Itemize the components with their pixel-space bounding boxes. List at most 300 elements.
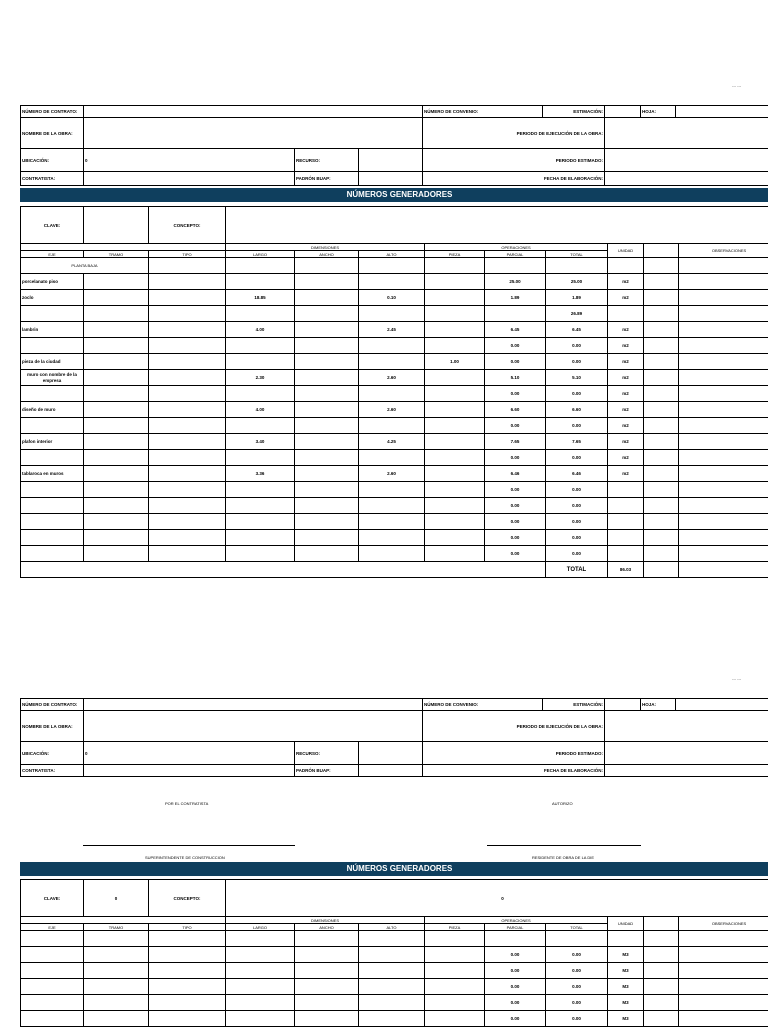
parcial-cell[interactable]: 0.00: [485, 530, 546, 546]
periodo-ejecucion-value[interactable]: [605, 118, 768, 149]
largo-cell[interactable]: 18.85: [226, 290, 295, 306]
total-cell[interactable]: 0.00: [546, 498, 608, 514]
eje-cell[interactable]: [21, 530, 84, 546]
eje-cell[interactable]: pieza de la ciudad: [21, 354, 84, 370]
cell[interactable]: [21, 1011, 84, 1027]
parcial-cell[interactable]: 0.00: [485, 418, 546, 434]
cell[interactable]: [425, 979, 485, 995]
periodo-estimado-value[interactable]: [605, 742, 768, 765]
alto-cell[interactable]: [359, 418, 425, 434]
total-cell[interactable]: 0.00: [546, 482, 608, 498]
extra-cell[interactable]: [644, 450, 679, 466]
cell[interactable]: [21, 947, 84, 963]
total-cell[interactable]: 5.10: [546, 370, 608, 386]
observaciones-cell[interactable]: [679, 466, 768, 482]
parcial-cell[interactable]: 0.00: [485, 979, 546, 995]
tipo-cell[interactable]: [149, 322, 226, 338]
unidad-cell[interactable]: [608, 498, 644, 514]
eje-cell[interactable]: diseño de muro: [21, 402, 84, 418]
total-cell[interactable]: 0.00: [546, 947, 608, 963]
ancho-cell[interactable]: [295, 514, 359, 530]
tramo-cell[interactable]: [84, 514, 149, 530]
ancho-cell[interactable]: [295, 450, 359, 466]
largo-cell[interactable]: 2.30: [226, 370, 295, 386]
cell[interactable]: [644, 947, 679, 963]
cell[interactable]: [149, 963, 226, 979]
tramo-cell[interactable]: [84, 290, 149, 306]
observaciones-cell[interactable]: [679, 338, 768, 354]
padron-value[interactable]: [359, 172, 423, 186]
alto-cell[interactable]: 2.60: [359, 402, 425, 418]
eje-cell[interactable]: [21, 450, 84, 466]
ancho-cell[interactable]: [295, 370, 359, 386]
unidad-cell[interactable]: m2: [608, 274, 644, 290]
hoja-value[interactable]: [676, 106, 768, 118]
total-cell[interactable]: 6.60: [546, 402, 608, 418]
pieza-cell[interactable]: [425, 306, 485, 322]
ancho-cell[interactable]: [295, 386, 359, 402]
cell[interactable]: [359, 995, 425, 1011]
cell[interactable]: [679, 947, 768, 963]
ancho-cell[interactable]: [295, 498, 359, 514]
ancho-cell[interactable]: [295, 466, 359, 482]
observaciones-cell[interactable]: [679, 418, 768, 434]
cell[interactable]: [21, 963, 84, 979]
parcial-cell[interactable]: 5.10: [485, 370, 546, 386]
unidad-cell[interactable]: M3: [608, 963, 644, 979]
extra-cell[interactable]: [644, 306, 679, 322]
tramo-cell[interactable]: [84, 530, 149, 546]
pieza-cell[interactable]: [425, 418, 485, 434]
eje-cell[interactable]: [21, 514, 84, 530]
tramo-cell[interactable]: [84, 338, 149, 354]
cell[interactable]: [226, 947, 295, 963]
parcial-cell[interactable]: [485, 306, 546, 322]
alto-cell[interactable]: [359, 386, 425, 402]
extra-cell[interactable]: [644, 530, 679, 546]
unidad-cell[interactable]: M3: [608, 995, 644, 1011]
parcial-cell[interactable]: 0.00: [485, 546, 546, 562]
extra-cell[interactable]: [644, 386, 679, 402]
tramo-cell[interactable]: [84, 418, 149, 434]
eje-cell[interactable]: [21, 498, 84, 514]
unidad-cell[interactable]: m2: [608, 434, 644, 450]
total-cell[interactable]: 0.00: [546, 418, 608, 434]
pieza-cell[interactable]: [425, 450, 485, 466]
cell[interactable]: [359, 979, 425, 995]
extra-cell[interactable]: [644, 418, 679, 434]
fecha-value[interactable]: [605, 172, 768, 186]
extra-cell[interactable]: [644, 482, 679, 498]
parcial-cell[interactable]: 25.00: [485, 274, 546, 290]
clave-value[interactable]: 0: [84, 880, 149, 917]
largo-cell[interactable]: [226, 338, 295, 354]
unidad-cell[interactable]: m2: [608, 450, 644, 466]
parcial-cell[interactable]: 0.00: [485, 1011, 546, 1027]
pieza-cell[interactable]: [425, 322, 485, 338]
tramo-cell[interactable]: [84, 322, 149, 338]
recurso-value[interactable]: [359, 742, 423, 765]
tramo-cell[interactable]: [84, 466, 149, 482]
cell[interactable]: [644, 963, 679, 979]
alto-cell[interactable]: 2.45: [359, 322, 425, 338]
obra-value[interactable]: [84, 118, 423, 149]
extra-cell[interactable]: [644, 322, 679, 338]
tramo-cell[interactable]: [84, 450, 149, 466]
parcial-cell[interactable]: 0.00: [485, 995, 546, 1011]
total-cell[interactable]: 0.00: [546, 1011, 608, 1027]
cell[interactable]: [295, 947, 359, 963]
unidad-cell[interactable]: m2: [608, 418, 644, 434]
extra-cell[interactable]: [644, 546, 679, 562]
unidad-cell[interactable]: m2: [608, 338, 644, 354]
observaciones-cell[interactable]: [679, 530, 768, 546]
alto-cell[interactable]: [359, 498, 425, 514]
pieza-cell[interactable]: [425, 546, 485, 562]
largo-cell[interactable]: [226, 498, 295, 514]
parcial-cell[interactable]: 6.46: [485, 466, 546, 482]
cell[interactable]: [359, 947, 425, 963]
unidad-cell[interactable]: [608, 306, 644, 322]
alto-cell[interactable]: [359, 306, 425, 322]
pieza-cell[interactable]: [425, 386, 485, 402]
parcial-cell[interactable]: 1.89: [485, 290, 546, 306]
eje-cell[interactable]: [21, 418, 84, 434]
cell[interactable]: [84, 947, 149, 963]
observaciones-cell[interactable]: [679, 370, 768, 386]
eje-cell[interactable]: [21, 306, 84, 322]
eje-cell[interactable]: [21, 386, 84, 402]
cell[interactable]: [295, 995, 359, 1011]
total-cell[interactable]: 0.00: [546, 450, 608, 466]
cell[interactable]: [149, 1011, 226, 1027]
ancho-cell[interactable]: [295, 402, 359, 418]
parcial-cell[interactable]: 0.00: [485, 354, 546, 370]
cell[interactable]: [644, 995, 679, 1011]
extra-cell[interactable]: [644, 402, 679, 418]
extra-cell[interactable]: [644, 274, 679, 290]
total-cell[interactable]: 25.00: [546, 274, 608, 290]
observaciones-cell[interactable]: [679, 546, 768, 562]
total-cell[interactable]: 0.00: [546, 514, 608, 530]
tramo-cell[interactable]: [84, 306, 149, 322]
alto-cell[interactable]: [359, 450, 425, 466]
extra-cell[interactable]: [644, 514, 679, 530]
total-cell[interactable]: 0.00: [546, 354, 608, 370]
eje-cell[interactable]: [21, 482, 84, 498]
alto-cell[interactable]: [359, 354, 425, 370]
alto-cell[interactable]: [359, 546, 425, 562]
largo-cell[interactable]: 3.40: [226, 434, 295, 450]
total-cell[interactable]: 0.00: [546, 979, 608, 995]
tramo-cell[interactable]: [84, 354, 149, 370]
tipo-cell[interactable]: [149, 402, 226, 418]
total-cell[interactable]: 0.00: [546, 963, 608, 979]
eje-cell[interactable]: lambrin: [21, 322, 84, 338]
ancho-cell[interactable]: [295, 530, 359, 546]
cell[interactable]: [679, 963, 768, 979]
largo-cell[interactable]: [226, 354, 295, 370]
cell[interactable]: [226, 963, 295, 979]
extra-cell[interactable]: [644, 370, 679, 386]
largo-cell[interactable]: 4.00: [226, 322, 295, 338]
cell[interactable]: [226, 1011, 295, 1027]
unidad-cell[interactable]: M3: [608, 1011, 644, 1027]
alto-cell[interactable]: [359, 338, 425, 354]
tramo-cell[interactable]: [84, 546, 149, 562]
observaciones-cell[interactable]: [679, 498, 768, 514]
alto-cell[interactable]: 2.60: [359, 370, 425, 386]
eje-cell[interactable]: [21, 338, 84, 354]
cell[interactable]: [84, 1011, 149, 1027]
parcial-cell[interactable]: 7.65: [485, 434, 546, 450]
tipo-cell[interactable]: [149, 482, 226, 498]
cell[interactable]: [149, 995, 226, 1011]
observaciones-cell[interactable]: [679, 514, 768, 530]
parcial-cell[interactable]: 0.00: [485, 514, 546, 530]
pieza-cell[interactable]: 1.00: [425, 354, 485, 370]
cell[interactable]: [425, 995, 485, 1011]
tipo-cell[interactable]: [149, 466, 226, 482]
observaciones-cell[interactable]: [679, 274, 768, 290]
eje-cell[interactable]: tablaroca en muros: [21, 466, 84, 482]
tipo-cell[interactable]: [149, 418, 226, 434]
concepto-value[interactable]: [226, 207, 768, 244]
pieza-cell[interactable]: [425, 498, 485, 514]
parcial-cell[interactable]: 6.45: [485, 322, 546, 338]
total-cell[interactable]: 0.00: [546, 995, 608, 1011]
pieza-cell[interactable]: [425, 338, 485, 354]
pieza-cell[interactable]: [425, 402, 485, 418]
alto-cell[interactable]: [359, 482, 425, 498]
pieza-cell[interactable]: [425, 290, 485, 306]
unidad-cell[interactable]: m2: [608, 290, 644, 306]
unidad-cell[interactable]: m2: [608, 370, 644, 386]
clave-value[interactable]: [84, 207, 149, 244]
tramo-cell[interactable]: [84, 402, 149, 418]
parcial-cell[interactable]: 0.00: [485, 498, 546, 514]
observaciones-cell[interactable]: [679, 306, 768, 322]
concepto-value[interactable]: 0: [226, 880, 768, 917]
largo-cell[interactable]: [226, 482, 295, 498]
largo-cell[interactable]: 4.00: [226, 402, 295, 418]
total-cell[interactable]: 0.00: [546, 546, 608, 562]
eje-cell[interactable]: muro con nombre de la empresa: [21, 370, 84, 386]
ancho-cell[interactable]: [295, 546, 359, 562]
hoja-value[interactable]: [676, 699, 768, 711]
eje-cell[interactable]: porcelanato piso: [21, 274, 84, 290]
largo-cell[interactable]: [226, 274, 295, 290]
ancho-cell[interactable]: [295, 482, 359, 498]
tipo-cell[interactable]: [149, 450, 226, 466]
parcial-cell[interactable]: 0.00: [485, 947, 546, 963]
extra-cell[interactable]: [644, 354, 679, 370]
obra-value[interactable]: [84, 711, 423, 742]
fecha-value[interactable]: [605, 765, 768, 777]
tipo-cell[interactable]: [149, 290, 226, 306]
periodo-estimado-value[interactable]: [605, 149, 768, 172]
tipo-cell[interactable]: [149, 530, 226, 546]
tipo-cell[interactable]: [149, 354, 226, 370]
cell[interactable]: [679, 995, 768, 1011]
unidad-cell[interactable]: [608, 546, 644, 562]
unidad-cell[interactable]: M3: [608, 947, 644, 963]
eje-cell[interactable]: plafon interior: [21, 434, 84, 450]
unidad-cell[interactable]: M3: [608, 979, 644, 995]
contrato-value[interactable]: [84, 699, 423, 711]
cell[interactable]: [21, 979, 84, 995]
total-cell[interactable]: 26.89: [546, 306, 608, 322]
tipo-cell[interactable]: [149, 274, 226, 290]
cell[interactable]: [226, 995, 295, 1011]
cell[interactable]: [679, 979, 768, 995]
extra-cell[interactable]: [644, 466, 679, 482]
unidad-cell[interactable]: [608, 530, 644, 546]
pieza-cell[interactable]: [425, 434, 485, 450]
total-cell[interactable]: 0.00: [546, 530, 608, 546]
observaciones-cell[interactable]: [679, 450, 768, 466]
ubicacion-value[interactable]: 0: [84, 149, 295, 172]
observaciones-cell[interactable]: [679, 434, 768, 450]
ancho-cell[interactable]: [295, 338, 359, 354]
alto-cell[interactable]: [359, 274, 425, 290]
tramo-cell[interactable]: [84, 274, 149, 290]
cell[interactable]: [295, 979, 359, 995]
ancho-cell[interactable]: [295, 434, 359, 450]
largo-cell[interactable]: [226, 306, 295, 322]
alto-cell[interactable]: 0.10: [359, 290, 425, 306]
ancho-cell[interactable]: [295, 354, 359, 370]
parcial-cell[interactable]: 6.60: [485, 402, 546, 418]
total-cell[interactable]: 1.89: [546, 290, 608, 306]
cell[interactable]: [149, 947, 226, 963]
largo-cell[interactable]: [226, 546, 295, 562]
largo-cell[interactable]: [226, 450, 295, 466]
recurso-value[interactable]: [359, 149, 423, 172]
total-cell[interactable]: 0.00: [546, 338, 608, 354]
total-cell[interactable]: 6.45: [546, 322, 608, 338]
contratista-value[interactable]: [84, 765, 295, 777]
largo-cell[interactable]: [226, 418, 295, 434]
cell[interactable]: [425, 963, 485, 979]
cell[interactable]: [679, 1011, 768, 1027]
cell[interactable]: [425, 947, 485, 963]
unidad-cell[interactable]: m2: [608, 466, 644, 482]
unidad-cell[interactable]: [608, 514, 644, 530]
largo-cell[interactable]: [226, 530, 295, 546]
cell[interactable]: [149, 979, 226, 995]
estimacion-value[interactable]: [605, 699, 641, 711]
parcial-cell[interactable]: 0.00: [485, 482, 546, 498]
contrato-value[interactable]: [84, 106, 423, 118]
parcial-cell[interactable]: 0.00: [485, 963, 546, 979]
tramo-cell[interactable]: [84, 386, 149, 402]
cell[interactable]: [84, 995, 149, 1011]
eje-cell[interactable]: zoclo: [21, 290, 84, 306]
extra-cell[interactable]: [644, 434, 679, 450]
pieza-cell[interactable]: [425, 466, 485, 482]
cell[interactable]: [84, 963, 149, 979]
observaciones-cell[interactable]: [679, 386, 768, 402]
parcial-cell[interactable]: 0.00: [485, 386, 546, 402]
ancho-cell[interactable]: [295, 290, 359, 306]
tramo-cell[interactable]: [84, 498, 149, 514]
unidad-cell[interactable]: m2: [608, 402, 644, 418]
parcial-cell[interactable]: 0.00: [485, 338, 546, 354]
observaciones-cell[interactable]: [679, 482, 768, 498]
tramo-cell[interactable]: [84, 434, 149, 450]
unidad-cell[interactable]: m2: [608, 322, 644, 338]
unidad-cell[interactable]: [608, 482, 644, 498]
ancho-cell[interactable]: [295, 306, 359, 322]
periodo-ejecucion-value[interactable]: [605, 711, 768, 742]
observaciones-cell[interactable]: [679, 354, 768, 370]
pieza-cell[interactable]: [425, 274, 485, 290]
tipo-cell[interactable]: [149, 546, 226, 562]
cell[interactable]: [295, 963, 359, 979]
extra-cell[interactable]: [644, 290, 679, 306]
pieza-cell[interactable]: [425, 530, 485, 546]
cell[interactable]: [84, 979, 149, 995]
pieza-cell[interactable]: [425, 482, 485, 498]
cell[interactable]: [644, 1011, 679, 1027]
parcial-cell[interactable]: 0.00: [485, 450, 546, 466]
padron-value[interactable]: [359, 765, 423, 777]
largo-cell[interactable]: [226, 514, 295, 530]
cell[interactable]: [21, 995, 84, 1011]
alto-cell[interactable]: [359, 530, 425, 546]
pieza-cell[interactable]: [425, 514, 485, 530]
eje-cell[interactable]: [21, 546, 84, 562]
largo-cell[interactable]: 3.36: [226, 466, 295, 482]
tipo-cell[interactable]: [149, 306, 226, 322]
tramo-cell[interactable]: [84, 482, 149, 498]
cell[interactable]: [425, 1011, 485, 1027]
tipo-cell[interactable]: [149, 386, 226, 402]
cell[interactable]: [295, 1011, 359, 1027]
ubicacion-value[interactable]: 0: [84, 742, 295, 765]
alto-cell[interactable]: [359, 514, 425, 530]
estimacion-value[interactable]: [605, 106, 641, 118]
cell[interactable]: [644, 979, 679, 995]
alto-cell[interactable]: 4.25: [359, 434, 425, 450]
tipo-cell[interactable]: [149, 498, 226, 514]
ancho-cell[interactable]: [295, 274, 359, 290]
observaciones-cell[interactable]: [679, 402, 768, 418]
tipo-cell[interactable]: [149, 338, 226, 354]
largo-cell[interactable]: [226, 386, 295, 402]
total-cell[interactable]: 6.46: [546, 466, 608, 482]
unidad-cell[interactable]: m2: [608, 386, 644, 402]
extra-cell[interactable]: [644, 498, 679, 514]
observaciones-cell[interactable]: [679, 290, 768, 306]
tramo-cell[interactable]: [84, 370, 149, 386]
observaciones-cell[interactable]: [679, 322, 768, 338]
ancho-cell[interactable]: [295, 418, 359, 434]
alto-cell[interactable]: 2.60: [359, 466, 425, 482]
total-cell[interactable]: 0.00: [546, 386, 608, 402]
cell[interactable]: [359, 1011, 425, 1027]
tipo-cell[interactable]: [149, 434, 226, 450]
tipo-cell[interactable]: [149, 370, 226, 386]
cell[interactable]: [226, 979, 295, 995]
cell[interactable]: [359, 963, 425, 979]
total-cell[interactable]: 7.65: [546, 434, 608, 450]
pieza-cell[interactable]: [425, 370, 485, 386]
contratista-value[interactable]: [84, 172, 295, 186]
ancho-cell[interactable]: [295, 322, 359, 338]
unidad-cell[interactable]: m2: [608, 354, 644, 370]
